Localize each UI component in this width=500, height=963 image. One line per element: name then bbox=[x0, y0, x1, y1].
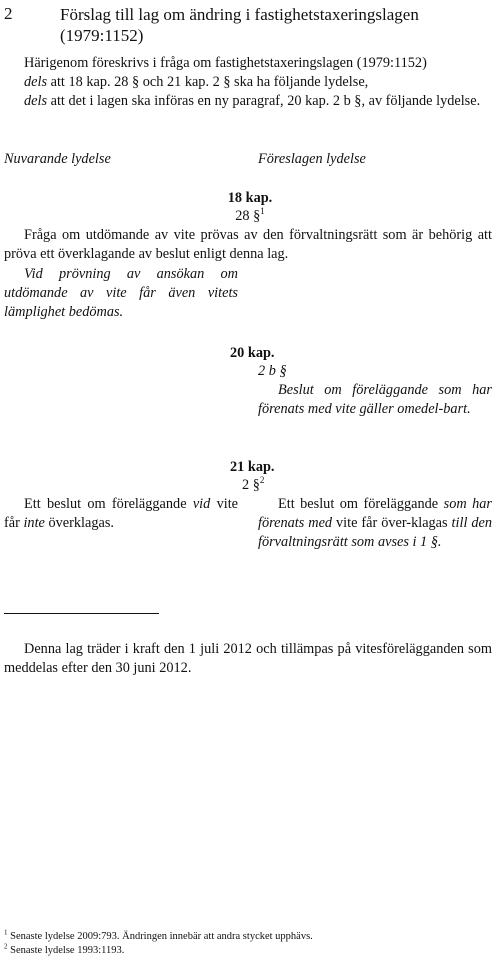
preamble-dels-2 bbox=[4, 92, 492, 111]
footnote-ref: 1 bbox=[260, 206, 265, 217]
chapter-21-proposed-text: Ett beslut om föreläggande som har förenats med vite får över-klagas till den förvaltningsrätt som avses i 1 §. bbox=[258, 496, 492, 550]
section-divider bbox=[4, 613, 159, 614]
dels-text: att det i lagen ska införas en ny paragraf, 20 kap. 2 b §, av följande lydelse. bbox=[47, 93, 481, 109]
preamble-dels-1 bbox=[4, 73, 492, 92]
dels-text: att 18 kap. 28 § och 21 kap. 2 § ska ha följande lydelse, bbox=[47, 74, 369, 90]
chapter-18-heading: 18 kap. bbox=[227, 190, 273, 206]
footnote-2 bbox=[4, 944, 124, 957]
dels-word: dels bbox=[24, 74, 48, 90]
chapter-20-new-text: Beslut om föreläggande som har förenats med vite gäller omedel-bart. bbox=[258, 382, 492, 417]
preamble bbox=[4, 54, 492, 111]
paragraph-2-heading bbox=[242, 476, 264, 495]
footnote-text: Senaste lydelse 2009:793. Ändringen innebär att andra stycket upphävs. bbox=[7, 931, 313, 942]
footnote-1 bbox=[4, 930, 313, 943]
paragraph-label: 28 § bbox=[235, 208, 261, 224]
footnote-number: 2 bbox=[4, 942, 8, 951]
chapter-18-text: Fråga om utdömande av vite prövas av den förvaltningsrätt som är behörig att pröva ett överklagande av beslut enligt denna lag. bbox=[4, 227, 492, 262]
paragraph-28-heading bbox=[0, 207, 500, 226]
chapter-21-heading: 21 kap. bbox=[230, 459, 275, 475]
section-title: Förslag till lag om ändring i fastighetstaxeringslagen (1979:1152) bbox=[60, 5, 419, 45]
section-number: 2 bbox=[4, 4, 13, 23]
transition-provision: Denna lag träder i kraft den 1 juli 2012 och tillämpas på vitesförelägganden som meddelas efter den 30 juni 2012. bbox=[4, 641, 492, 676]
preamble-line: Härigenom föreskrivs i fråga om fastighetstaxeringslagen (1979:1152) bbox=[24, 55, 427, 71]
left-column-heading: Nuvarande lydelse bbox=[4, 151, 111, 167]
paragraph-2b-heading: 2 b § bbox=[258, 363, 287, 379]
chapter-18-removed-text: Vid prövning av ansökan om utdömande av vite får även vitets lämplighet bedömas. bbox=[4, 266, 238, 320]
paragraph-label: 2 § bbox=[242, 477, 260, 493]
footnote-text: Senaste lydelse 1993:1193. bbox=[7, 945, 125, 956]
right-column-heading: Föreslagen lydelse bbox=[258, 151, 366, 167]
dels-word: dels bbox=[24, 93, 48, 109]
chapter-21-current-text: Ett beslut om föreläggande vid vite får inte överklagas. bbox=[4, 496, 239, 531]
chapter-20-heading: 20 kap. bbox=[230, 345, 275, 361]
footnote-number: 1 bbox=[4, 928, 8, 937]
footnote-ref: 2 bbox=[259, 475, 265, 486]
